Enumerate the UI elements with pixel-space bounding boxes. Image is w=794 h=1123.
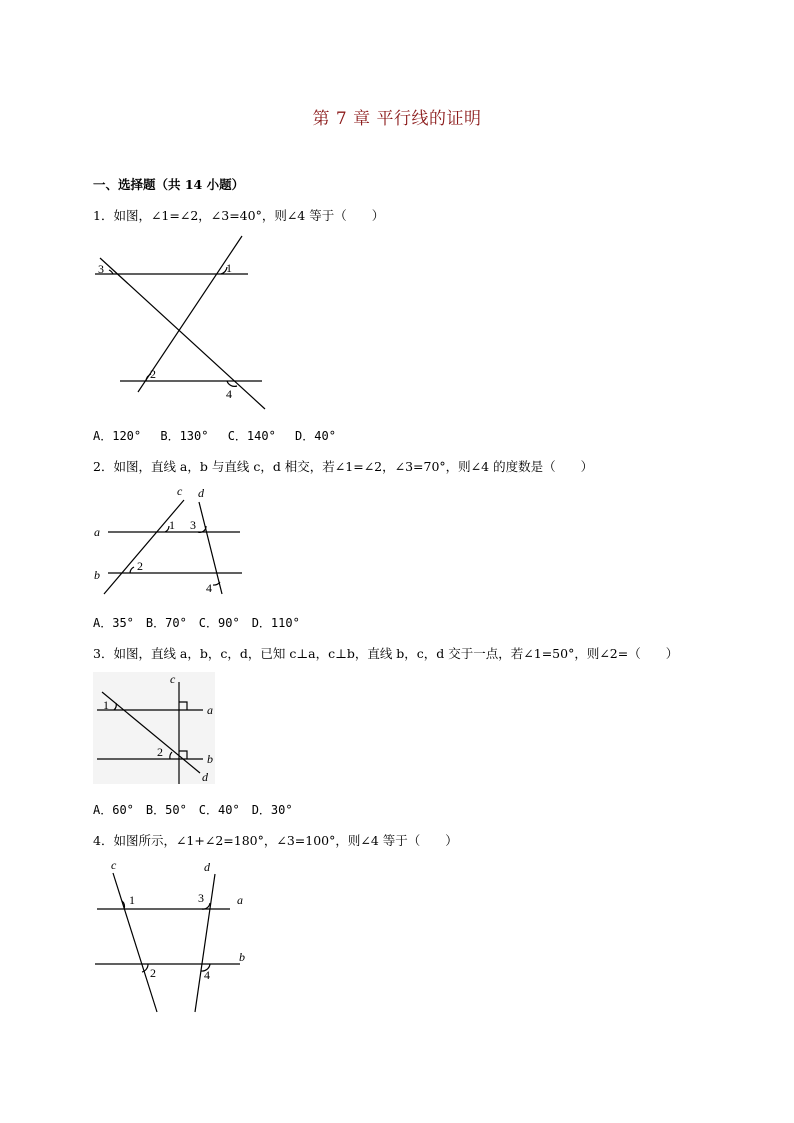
chapter-title: 第 7 章 平行线的证明: [312, 109, 482, 129]
question-2-options: A．35° B．70° C．90° D．110°: [93, 616, 300, 630]
q3-label-2: 2: [157, 745, 163, 759]
q3-label-b: b: [207, 752, 213, 766]
question-2-text: 2．如图，直线 a，b 与直线 c，d 相交，若∠1=∠2，∠3=70°，则∠4 的度数是（ ）: [93, 459, 594, 474]
q3-label-1: 1: [103, 698, 109, 712]
q4-label-1: 1: [129, 893, 135, 907]
q4-label-3: 3: [198, 891, 204, 905]
q3-label-d: d: [202, 770, 208, 784]
q4-label-a: a: [237, 893, 243, 907]
question-1-options: A．120° B．130° C．140° D．40°: [93, 429, 336, 443]
q2-label-4: 4: [206, 581, 212, 595]
q4-label-b: b: [239, 950, 245, 964]
question-1-text: 1．如图，∠1=∠2，∠3=40°，则∠4 等于（ ）: [93, 208, 385, 223]
question-3-text: 3．如图，直线 a，b，c，d，已知 c⊥a，c⊥b，直线 b，c，d 交于一点，若∠1=50°，则∠2=（ ）: [93, 646, 679, 661]
q1-label-4: 4: [226, 387, 232, 401]
section-heading: 一、选择题（共 14 小题）: [93, 177, 245, 192]
q2-label-1: 1: [169, 518, 175, 532]
q1-label-1: 1: [226, 261, 232, 275]
q3-label-a: a: [207, 703, 213, 717]
q2-label-c: c: [177, 484, 183, 498]
q2-label-a: a: [94, 525, 100, 539]
q2-label-d: d: [198, 486, 204, 500]
q4-label-4: 4: [204, 968, 210, 982]
q2-label-b: b: [94, 568, 100, 582]
q1-label-3: 3: [98, 262, 104, 276]
q4-label-c: c: [111, 858, 117, 872]
question-3-options: A．60° B．50° C．40° D．30°: [93, 803, 293, 817]
q2-label-2: 2: [137, 559, 143, 573]
q4-label-d: d: [204, 860, 210, 874]
q3-label-c: c: [170, 672, 176, 686]
q2-label-3: 3: [190, 518, 196, 532]
q4-label-2: 2: [150, 966, 156, 980]
question-4-text: 4．如图所示，∠1+∠2=180°，∠3=100°，则∠4 等于（ ）: [93, 833, 458, 848]
q4-line-c: [113, 873, 157, 1012]
q1-label-2: 2: [150, 367, 156, 381]
